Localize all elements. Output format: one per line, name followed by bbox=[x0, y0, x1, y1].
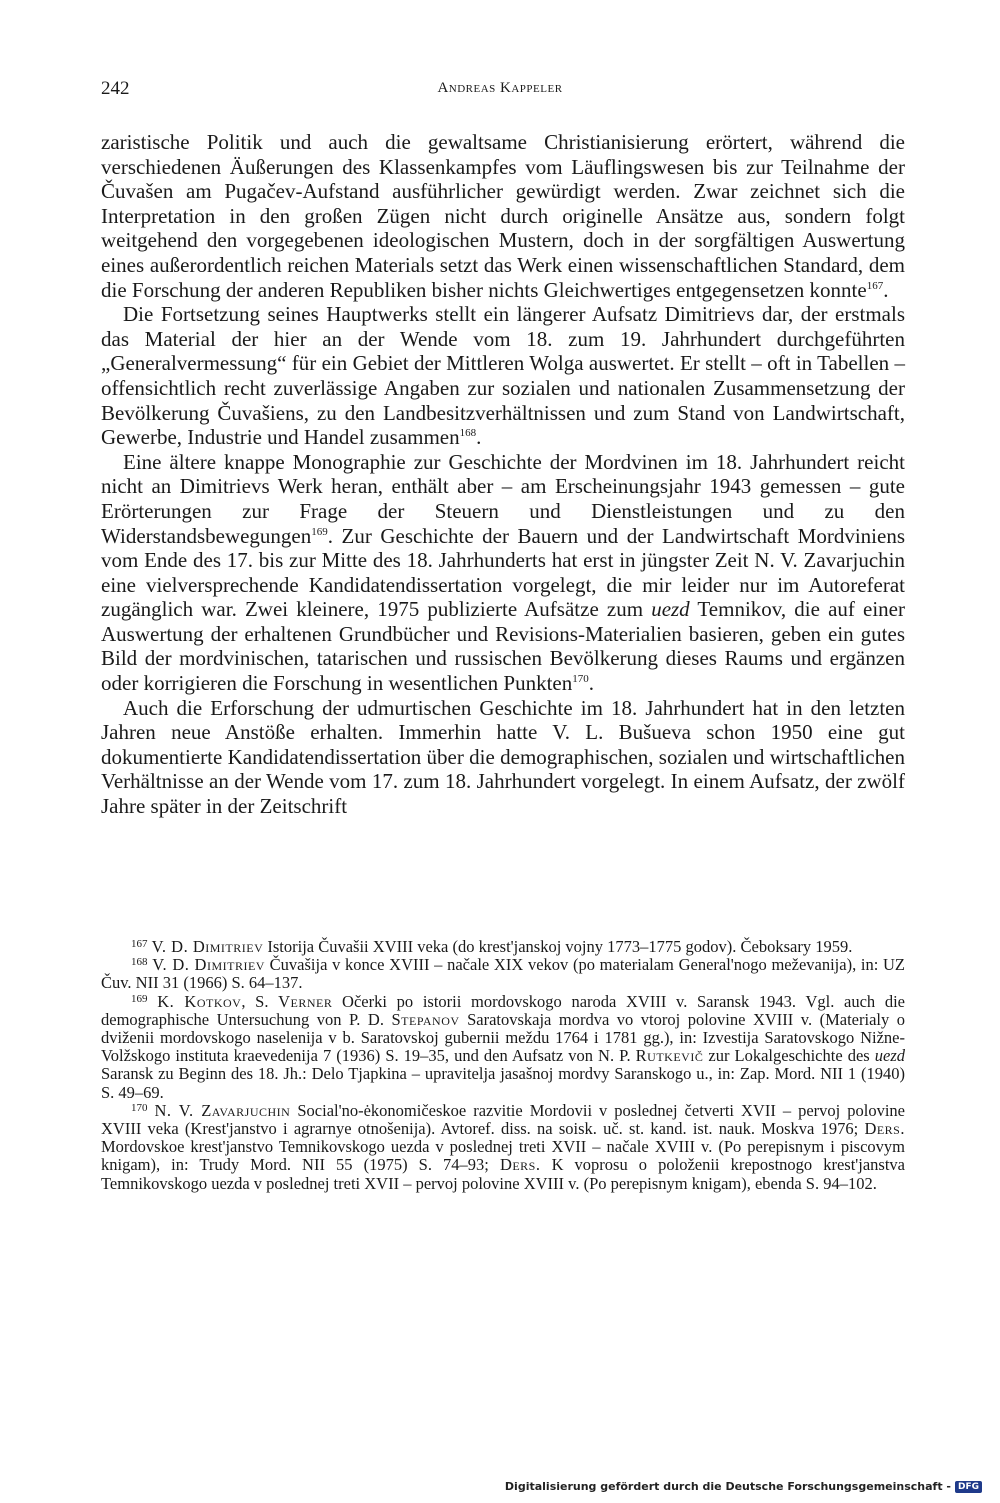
footnote-text: Istorija Čuvašii XVIII veka (do krest'janskoj vojny 1773–1775 godov). Čeboksary 1959. bbox=[263, 937, 853, 956]
footnote-text: Mordovskoe krest'janstvo Temnikovskogo uezda v poslednej treti XVII – načale XVIII v. (Po perepisnym i piscovym knigam), in: Trudy Mord. NII 55 (1975) S. 74–93; bbox=[101, 1137, 905, 1175]
footnote-text: Čuvašija v konce XVIII – načale XIX vekov (po materialam General'nogo meževanija), in: UZ Čuv. NII 31 (1966) S. 64–137. bbox=[101, 955, 906, 993]
footnote-author: Verner bbox=[278, 991, 333, 1011]
footer-text: Digitalisierung gefördert durch die Deutsche Forschungsgemeinschaft - bbox=[504, 1480, 951, 1493]
italic-term: uezd bbox=[874, 1046, 905, 1066]
footnote-169 bbox=[101, 993, 905, 1102]
footnote-text: K voprosu o položenii krepostnogo krest'janstva Temnikovskogo uezda v poslednej treti XVII – pervoj polovine XVIII v. (Po perepisnym knigam), ebenda S. 94–102. bbox=[101, 1155, 906, 1193]
running-head: Andreas Kappeler bbox=[437, 80, 563, 96]
page-number: 242 bbox=[101, 78, 130, 99]
footnote-author: Ders. bbox=[499, 1155, 541, 1175]
footnote-text: Social'no-ėkonomičeskoe razvitie Mordovii v poslednej četverti XVII – pervoj polovine XVIII veka (Krest'janstvo i agrarnye otnošenija). Avtoref. diss. na soisk. uč. st. kand. ist. nauk. Moskva 1976; bbox=[101, 1100, 906, 1139]
footnote-number: 167 bbox=[131, 938, 148, 950]
paragraph bbox=[101, 696, 905, 819]
footnote-170 bbox=[101, 1102, 905, 1193]
italic-term: uezd bbox=[651, 597, 690, 622]
footnote-ref: 168 bbox=[459, 427, 477, 440]
footnote-text: Očerki po istorii mordovskogo naroda XVIII v. Saransk 1943. Vgl. auch die demographische Untersuchung von P. D. bbox=[101, 991, 905, 1029]
footnote-text: zur Lokalgeschichte des bbox=[703, 1046, 875, 1066]
paragraph: Die Fortsetzung seines Hauptwerks stellt ein längerer Aufsatz Dimitrievs dar, der erstmals das Material der hier an der Wende vom 18. zum 19. Jahrhundert durchgeführten „Generalvermessung“ für ein Gebiet der Mittleren Wolga auswertet. Er stellt – oft in Tabellen – offensichtlich recht zuverlässige Angaben zur sozialen und nationalen Zusammensetzung der Bevölkerung Čuvašiens, zu den Landbesitzverhältnissen und zum Stand von Landwirtschaft, Gewerbe, Industrie und Handel zusammen$^{168}$. bbox=[101, 302, 905, 450]
footnote-ref: 169 bbox=[311, 525, 328, 538]
footnote-number: 168 bbox=[131, 956, 148, 969]
paragraph: zaristische Politik und auch die gewaltsame Christianisierung erörtert, während die verschiedenen Äußerungen des Klassenkampfes vom Läuflingswesen bis zur Teilnahme der Čuvašen am Pugačev-Aufstand ausführlicher gewürdigt werden. Zwar zeichnet sich die Interpretation in den großen Zügen nicht durch originelle Ansätze aus, sondern folgt weitgehend den vorgegebenen ideologischen Mustern, doch in der sorgfältigen Auswertung eines außerordentlich reichen Materials setzt das Werk einen wissenschaftlichen Standard, dem die Forschung der anderen Republiken bisher nichts Gleichwertiges entgegensetzen konnte$^{167}$. bbox=[101, 130, 905, 302]
paragraph-text: . Zur Geschichte der Bauern und der Landwirtschaft Mordviniens vom Ende des 17. bis zur Mitte des 18. Jahrhunderts hat erst in jüngster Zeit N. V. Zavarjuchin eine vielversprechende Kandidatendissertation vorgelegt, die mir leider nur im Autoreferat zugänglich war. Zwei kleinere, 1975 publizierte Aufsätze zum bbox=[101, 523, 905, 622]
footnote-author: Rutkevič bbox=[635, 1046, 704, 1066]
dfg-logo: DFG bbox=[955, 1481, 982, 1493]
footnote-text: Saratovskaja mordva vo vtoroj polovine XVIII v. (Materialy o dviženii mordovskogo naselenija v b. Saratovskoj gubernii meždu 1764 i 1781 gg.), in: Izvestija Saratovskogo Nižne-Volžskogo instituta kraevedenija 7 (1936) S. 19–35, und den Aufsatz von N. P. bbox=[101, 1009, 905, 1066]
footnote-author: N. V. Zavarjuchin bbox=[154, 1100, 291, 1120]
footnote-text: Saransk zu Beginn des 18. Jh.: Delo Tjapkina – upravitelja jasašnoj mordvy Saranskogo u., in: Zap. Mord. NII 1 (1940) S. 49–69. bbox=[101, 1064, 905, 1102]
footnote-168 bbox=[101, 956, 905, 992]
footnotes bbox=[101, 938, 905, 1193]
footnote-number: 170 bbox=[131, 1101, 148, 1114]
footnote-ref: 170 bbox=[572, 673, 589, 686]
paragraph-text: Eine ältere knappe Monographie zur Geschichte der Mordvinen im 18. Jahrhundert reicht nicht an Dimitrievs Werk heran, enthält aber – am Erscheinungsjahr 1943 gemessen – gute Erörterungen zur Frage der Steuern und Dienstleistungen und zu den Widerstandsbewegungen bbox=[101, 449, 905, 548]
footnote-author: V. D. Dimitriev bbox=[151, 937, 264, 956]
footnote-number: 169 bbox=[131, 992, 148, 1005]
footnote-text: , S. bbox=[241, 991, 279, 1011]
footnote-author: Ders. bbox=[864, 1119, 905, 1139]
footnote-author: Stepanov bbox=[391, 1009, 460, 1029]
footnote-167 bbox=[101, 938, 905, 956]
digitization-footer bbox=[505, 1480, 982, 1493]
paragraph-text: Auch die Erforschung der udmurtischen Geschichte im 18. Jahrhundert hat in den letzten Jahren neue Anstöße erhalten. Immerhin hatte V. L. Bušueva schon 1950 eine gut dokumentierte Kandidatendissertation über die demographischen, sozialen und wirtschaftlichen Verhältnisse an der Wende vom 17. zum 18. Jahrhundert vorgelegt. In einem Aufsatz, der zwölf Jahre später in der Zeitschrift bbox=[101, 695, 905, 819]
paragraph-text: Temnikov, die auf einer Auswertung der erhaltenen Grundbücher und Revisions-Materialien basieren, geben ein gutes Bild der mordvinischen, tatarischen und russischen Bevölkerung dieses Raums und ergänzen oder korrigieren die Forschung in wesentlichen Punkten bbox=[101, 597, 905, 696]
paragraph-text: Die Fortsetzung seines Hauptwerks stellt ein längerer Aufsatz Dimitrievs dar, der erstmals das Material der hier an der Wende vom 18. zum 19. Jahrhundert durchgeführten „Generalvermessung“ für ein Gebiet der Mittleren Wolga auswertet. Er stellt – oft in Tabellen – offensichtlich recht zuverlässige Angaben zur sozialen und nationalen Zusammensetzung der Bevölkerung Čuvašiens, zu den Landbesitzverhältnissen und zum Stand von Landwirtschaft, Gewerbe, Industrie und Handel zusammen bbox=[101, 302, 905, 450]
footnote-ref: 167 bbox=[866, 279, 884, 292]
footnote-author: K. Kotkov bbox=[157, 991, 242, 1011]
footnote-author: V. D. Dimitriev bbox=[152, 955, 265, 975]
paragraph: Eine ältere knappe Monographie zur Geschichte der Mordvinen im 18. Jahrhundert reicht nicht an Dimitrievs Werk heran, enthält aber – am Erscheinungsjahr 1943 gemessen – gute Erörterungen zur Frage der Steuern und Dienstleistungen und zu den Widerstandsbewegungen$^{169}$. Zur Geschichte der Bauern und der Landwirtschaft Mordviniens vom Ende des 17. bis zur Mitte des 18. Jahrhunderts hat erst in jüngster Zeit N. V. Zavarjuchin eine vielversprechende Kandidatendissertation vorgelegt, die mir leider nur im Autoreferat zugänglich war. Zwei kleinere, 1975 publizierte Aufsätze zum uezd Temnikov, die auf einer Auswertung der erhaltenen Grundbücher und Revisions-Materialien basieren, geben ein gutes Bild der mordvinischen, tatarischen und russischen Bevölkerung dieses Raums und ergänzen oder korrigieren die Forschung in wesentlichen Punkten$^{170}$. bbox=[101, 449, 905, 696]
paragraph-text: zaristische Politik und auch die gewaltsame Christianisierung erörtert, während die verschiedenen Äußerungen des Klassenkampfes vom Läuflingswesen bis zur Teilnahme der Čuvašen am Pugačev-Aufstand ausführlicher gewürdigt werden. Zwar zeichnet sich die Interpretation in den großen Zügen nicht durch originelle Ansätze aus, sondern folgt weitgehend den vorgegebenen ideologischen Mustern, doch in der sorgfältigen Auswertung eines außerordentlich reichen Materials setzt das Werk einen wissenschaftlichen Standard, dem die Forschung der anderen Republiken bisher nichts Gleichwertiges entgegensetzen konnte bbox=[101, 130, 905, 302]
main-text bbox=[101, 130, 905, 819]
